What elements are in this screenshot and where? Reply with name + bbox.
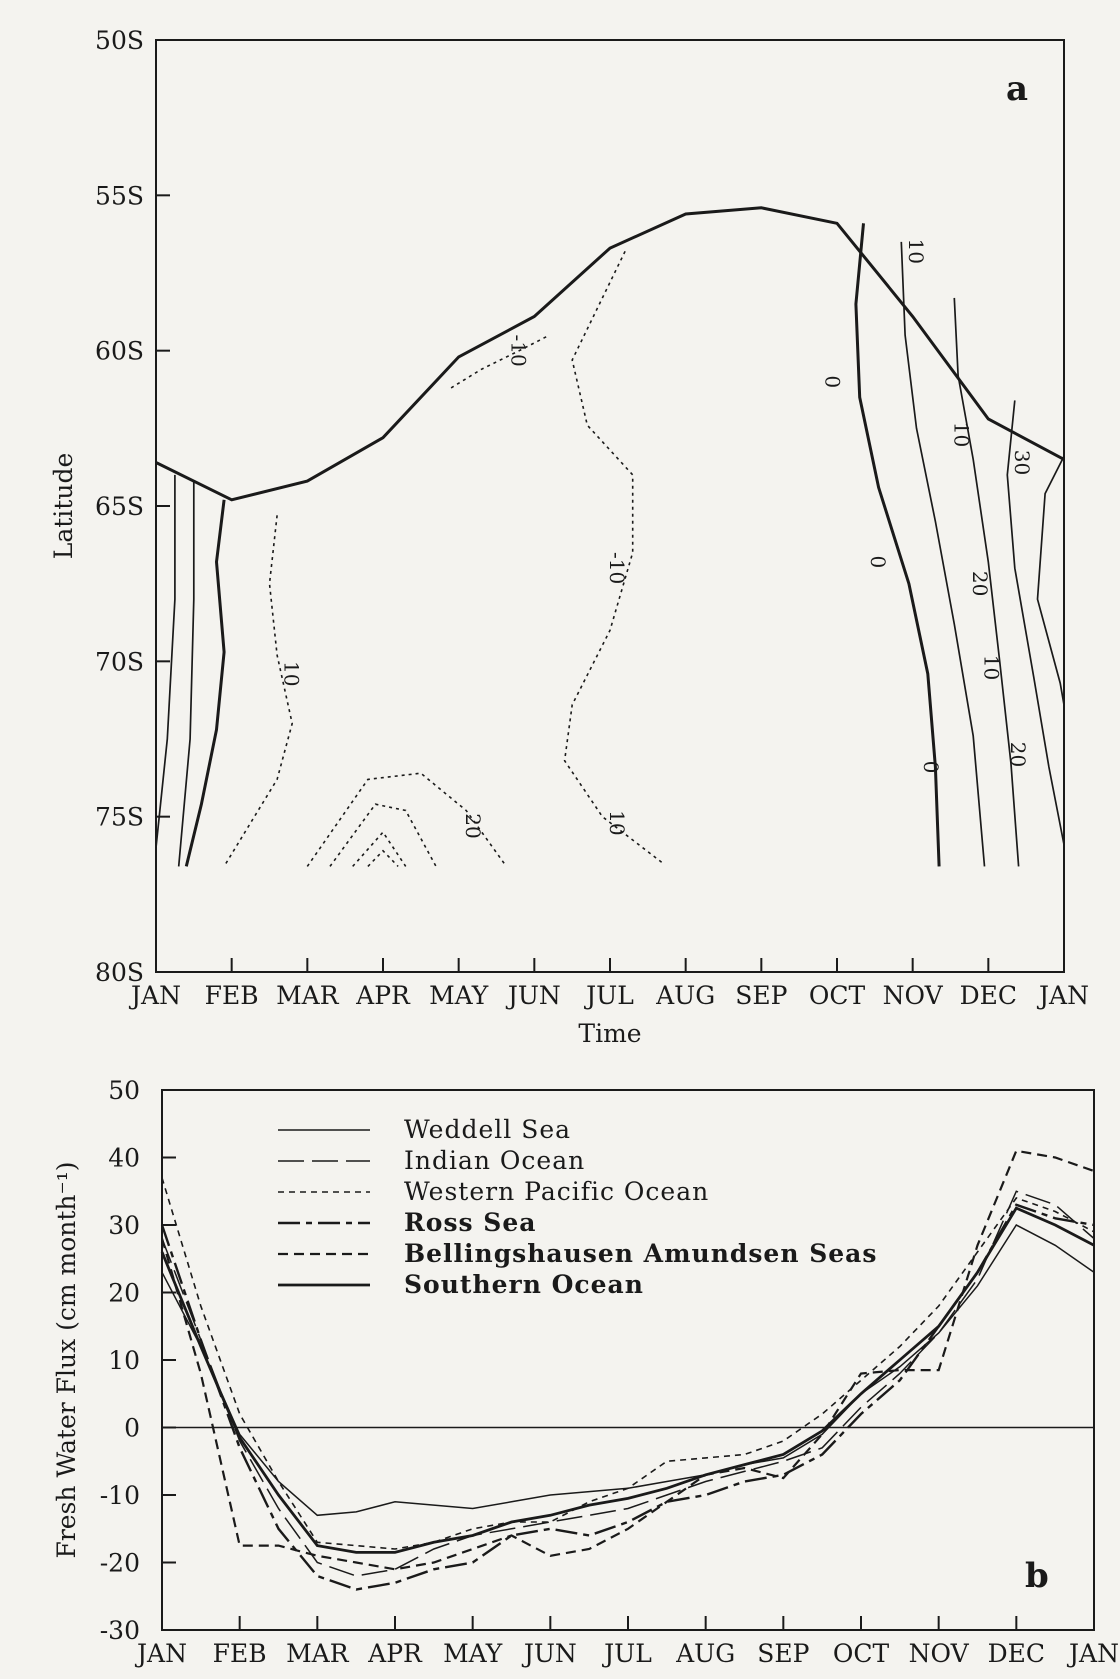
panel-b-x-tick-label: APR [368, 1639, 422, 1668]
contour-label: 20 [1006, 741, 1031, 768]
panel-b-y-axis [100, 1076, 176, 1645]
contour-line [353, 832, 406, 866]
panel-b-y-tick-label: 40 [108, 1143, 140, 1173]
contour-label: 10 [949, 421, 974, 448]
legend-entry-label: Ross Sea [404, 1208, 537, 1237]
contour-label: 0 [820, 375, 845, 389]
contour-label: 10 [279, 661, 304, 687]
panel-b-y-tick-label: 30 [108, 1211, 140, 1240]
panel-b-y-axis-title: Fresh Water Flux (cm month⁻¹) [52, 1161, 81, 1559]
panel-a-label: a [1006, 69, 1029, 109]
panel-b-x-tick-label: OCT [832, 1639, 890, 1668]
panel-a-y-tick-label: 65S [95, 492, 144, 521]
panel-a-x-tick-label: SEP [735, 981, 788, 1010]
panel-b-x-tick-label: JUN [523, 1639, 577, 1668]
panel-a-x-tick-label: AUG [656, 981, 716, 1010]
panel-a-x-tick-label: OCT [808, 981, 866, 1010]
panel-a-y-axis [95, 26, 170, 987]
panel-b-line-chart [52, 1076, 1119, 1668]
panel-b-legend [278, 1115, 877, 1299]
panel-a-x-tick-label: JAN [1039, 981, 1089, 1010]
contour-label: 10 [979, 654, 1004, 681]
contour-line [451, 335, 549, 388]
contour-label: 0 [866, 555, 891, 569]
legend-entry-label: Southern Ocean [404, 1270, 644, 1299]
contour-label: -10 [605, 552, 629, 585]
panel-a-x-tick-label: DEC [959, 981, 1018, 1010]
contour-line [368, 851, 398, 867]
contour-label: 10 [903, 238, 928, 264]
panel-b-y-tick-label: -30 [99, 1616, 140, 1645]
legend-entry-label: Western Pacific Ocean [404, 1177, 710, 1206]
panel-a-y-tick-label: 55S [95, 181, 144, 211]
panel-a-x-tick-label: MAR [276, 981, 339, 1010]
panel-b-y-tick-label: 10 [108, 1346, 140, 1375]
panel-a-x-tick-label: JAN [131, 981, 181, 1010]
panel-a-x-tick-label: JUN [507, 981, 561, 1010]
panel-b-y-tick-label: 0 [124, 1413, 140, 1443]
panel-b-x-tick-label: AUG [676, 1639, 736, 1668]
contour-line [179, 481, 194, 866]
panel-b-x-tick-label: DEC [987, 1639, 1046, 1668]
panel-a-x-tick-label: FEB [204, 981, 259, 1010]
panel-a-x-axis-title: Time [578, 1019, 642, 1048]
series-line [162, 1178, 1094, 1549]
panel-b-plot-frame [162, 1090, 1094, 1630]
panel-b-x-tick-label: MAR [286, 1639, 349, 1668]
panel-a-y-tick-label: 50S [95, 26, 144, 55]
panel-b-x-tick-label: NOV [908, 1639, 969, 1668]
panel-b-x-axis [134, 1616, 1119, 1668]
panel-b-x-tick-label: JAN [1069, 1639, 1119, 1668]
panel-a-x-tick-label: NOV [882, 981, 943, 1010]
panel-b-x-tick-label: JAN [137, 1639, 187, 1668]
contour-label: 10 [605, 810, 629, 836]
contour-label: 20 [968, 570, 993, 597]
panel-a-y-tick-label: 80S [95, 958, 144, 987]
panel-b-y-tick-label: -20 [99, 1548, 140, 1578]
panel-b-x-tick-label: JUL [604, 1639, 652, 1668]
legend-entry-label: Weddell Sea [404, 1115, 572, 1144]
panel-a-y-tick-label: 60S [95, 336, 144, 366]
panel-b-label: b [1025, 1556, 1049, 1596]
legend-entry-label: Indian Ocean [404, 1146, 586, 1175]
panel-a-y-tick-label: 70S [95, 647, 144, 677]
contour-line [224, 515, 292, 866]
panel-b-x-tick-label: MAY [443, 1639, 503, 1668]
panel-b-x-tick-label: SEP [757, 1639, 810, 1668]
contour-label: 0 [919, 760, 944, 774]
contour-label: -10 [506, 334, 531, 367]
panel-a-x-tick-label: JUL [586, 981, 634, 1010]
panel-b-x-tick-label: FEB [212, 1639, 267, 1668]
contour-label: 30 [1009, 449, 1034, 476]
contour-line [330, 804, 436, 866]
series-line [162, 1225, 1094, 1515]
panel-b-series-lines [162, 1151, 1094, 1590]
panel-a-contour-chart [49, 26, 1089, 1048]
panel-a-x-tick-label: APR [356, 981, 410, 1010]
panel-a-y-tick-label: 75S [95, 802, 144, 832]
panel-b-y-tick-label: -10 [99, 1481, 140, 1510]
panel-a-x-axis [128, 958, 1089, 1010]
panel-a-y-axis-title: Latitude [49, 452, 78, 560]
series-line [162, 1151, 1094, 1570]
panel-b-y-tick-label: 20 [108, 1278, 140, 1308]
legend-entry-label: Bellingshausen Amundsen Seas [404, 1239, 878, 1268]
panel-b-y-tick-label: 50 [108, 1076, 140, 1105]
contour-line [1038, 456, 1065, 705]
panel-a-x-tick-label: MAY [429, 981, 489, 1010]
contour-label: 20 [461, 813, 486, 839]
